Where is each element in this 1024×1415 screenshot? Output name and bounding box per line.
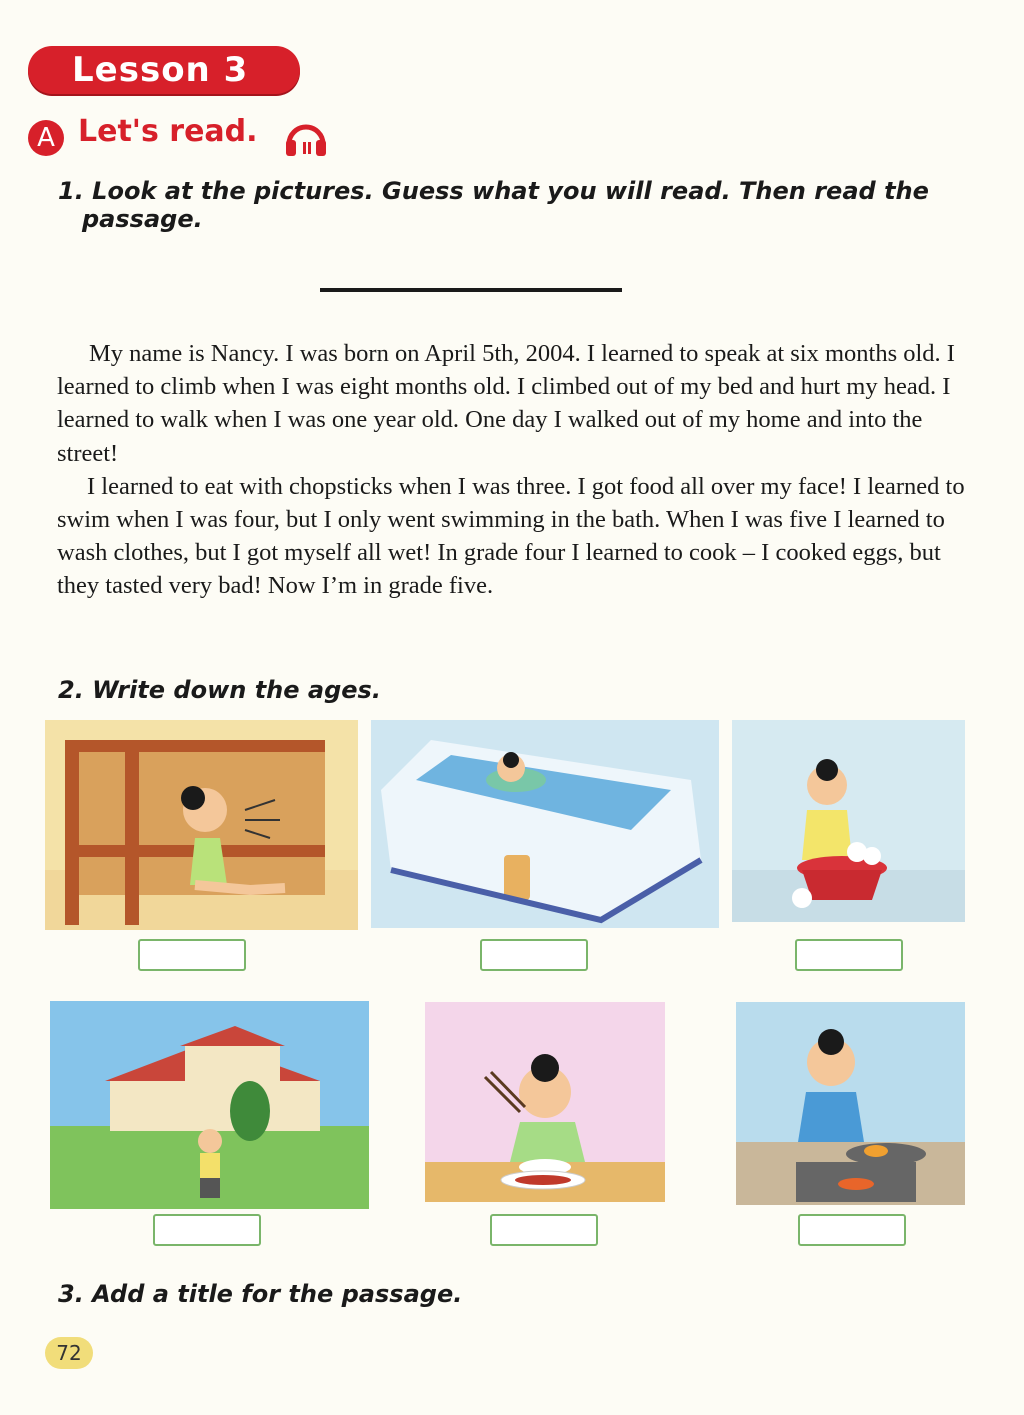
- passage-paragraph-2: I learned to eat with chopsticks when I was three. I got food all over my face! I learned to swim when I was four, but I only went swimming in the bath. When I was five I learned to wash clothes, but I got myself all wet! In grade four I learned to cook – I cooked eggs, but they tasted very bad! Now I’m in grade five.: [57, 472, 965, 600]
- headphones-icon[interactable]: [283, 114, 329, 158]
- lesson-title: Lesson 3: [72, 50, 249, 90]
- section-title: Let's read.: [78, 114, 258, 149]
- age-answer-box[interactable]: [138, 939, 246, 971]
- question-1-line-2: passage.: [82, 205, 203, 233]
- question-1-line-1: 1. Look at the pictures. Guess what you will read. Then read the: [58, 177, 929, 205]
- page-number: 72: [45, 1337, 93, 1369]
- question-1: [58, 177, 958, 233]
- picture-eat-chopsticks: [425, 1002, 665, 1202]
- section-letter-badge: A: [28, 120, 64, 156]
- age-answer-box[interactable]: [798, 1214, 906, 1246]
- picture-wash-clothes: [732, 720, 965, 922]
- question-3: 3. Add a title for the passage.: [58, 1280, 463, 1308]
- lesson-banner: [28, 46, 300, 94]
- picture-swim-bath: [371, 720, 719, 928]
- age-answer-box[interactable]: [490, 1214, 598, 1246]
- passage-paragraph-1: My name is Nancy. I was born on April 5th, 2004. I learned to speak at six months old. I learned to climb when I was eight months old. I climbed out of my bed and hurt my head. I learned to walk when I was one year old. One day I walked out of my home and into the street!: [57, 340, 955, 467]
- age-answer-box[interactable]: [480, 939, 588, 971]
- picture-cook-eggs: [736, 1002, 965, 1205]
- age-answer-box[interactable]: [795, 939, 903, 971]
- question-2: 2. Write down the ages.: [58, 676, 381, 704]
- age-answer-box[interactable]: [153, 1214, 261, 1246]
- picture-walk-street: [50, 1001, 369, 1209]
- reading-passage: [57, 337, 972, 603]
- title-answer-line[interactable]: [320, 288, 622, 292]
- picture-climb-bed: [45, 720, 358, 930]
